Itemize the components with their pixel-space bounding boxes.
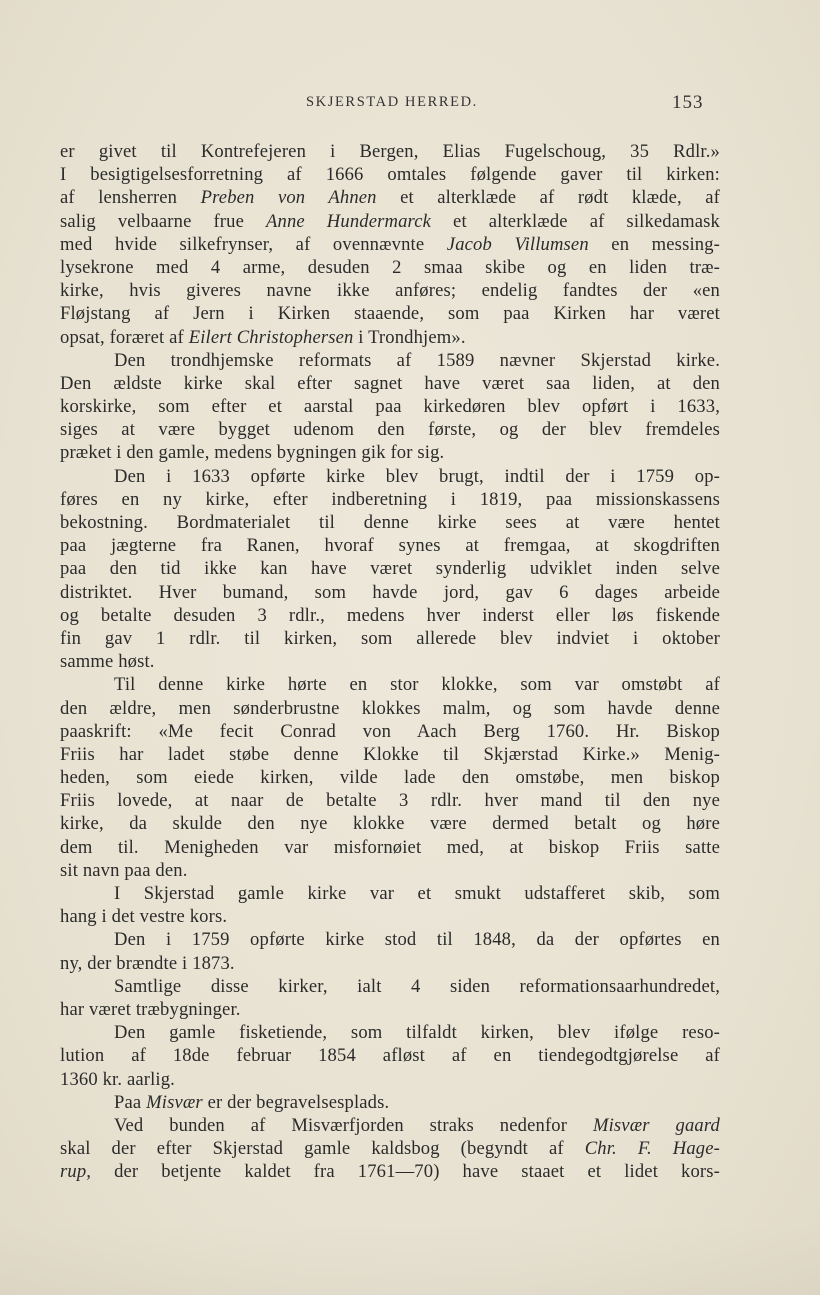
text-segment: I besigtigelsesforretning af 1666 omtales følgende gaver til kirken: (60, 164, 720, 186)
text-line (60, 604, 720, 627)
text-line (60, 627, 720, 650)
text-segment: bekostning. Bordmaterialet til denne kirke sees at være hentet (60, 512, 720, 533)
italic-name: Jacob Villumsen (446, 233, 589, 255)
text-segment: sit navn paa den. (60, 859, 188, 881)
text-line (60, 998, 720, 1021)
text-segment: Den gamle fisketiende, som tilfaldt kirken, blev ifølge reso- (114, 1022, 720, 1044)
text-segment: korskirke, som efter et aarstal paa kirkedøren blev opført i 1633, (60, 396, 720, 418)
text-line (60, 511, 720, 534)
text-line (60, 859, 720, 882)
text-segment: kirke, hvis giveres navne ikke anføres; endelig fandtes der «en (60, 280, 720, 302)
italic-name: rup, (60, 1161, 92, 1183)
page-bottom-shade (0, 1225, 820, 1295)
text-segment: I Skjerstad gamle kirke var et smukt udstafferet skib, som (114, 883, 720, 904)
italic-name: Eilert Christophersen (188, 326, 354, 348)
text-segment: distriktet. Hver bumand, som havde jord, gav 6 dages arbeide (60, 581, 720, 603)
text-segment: Den i 1759 opførte kirke stod til 1848, da der opførtes en (114, 929, 720, 951)
text-line (60, 256, 720, 279)
text-segment: paa jægterne fra Ranen, hvoraf synes at fremgaa, at skogdriften (60, 535, 720, 557)
paragraph-first-line (60, 1021, 720, 1044)
text-segment: er der begravelsesplads. (202, 1091, 390, 1113)
text-line (60, 766, 720, 789)
text-line (60, 1044, 720, 1067)
paragraph-first-line (60, 673, 720, 696)
text-segment: med hvide silkefrynser, af ovennævnte (60, 233, 447, 255)
text-line (60, 557, 720, 580)
paragraph-first-line (60, 975, 720, 998)
text-segment: kirke, da skulde den nye klokke være dermed betalt og høre (60, 813, 720, 835)
body-text (60, 140, 720, 1183)
running-title: SKJERSTAD HERRED. (306, 94, 478, 110)
text-segment: Fløjstang af Jern i Kirken staaende, som paa Kirken har været (60, 303, 720, 325)
italic-name: Anne Hundermarck (266, 210, 432, 232)
text-line (60, 279, 720, 302)
text-segment: siges at være bygget udenom den første, og der blev fremdeles (60, 419, 720, 441)
text-line (60, 418, 720, 441)
italic-name: Chr. F. Hage- (584, 1138, 720, 1160)
text-segment: fin gav 1 rdlr. til kirken, som allerede blev indviet i oktober (60, 627, 720, 649)
text-line (60, 650, 720, 673)
text-segment: lysekrone med 4 arme, desuden 2 smaa skibe og en liden træ- (60, 256, 720, 278)
text-segment: har været træbygninger. (60, 998, 241, 1020)
text-segment: opsat, foræret af (60, 326, 189, 348)
text-segment: der betjente kaldet fra 1761—70) have staaet et lidet kors- (91, 1161, 720, 1183)
text-line (60, 140, 720, 163)
text-segment: ny, der brændte i 1873. (60, 952, 235, 974)
running-head (0, 90, 820, 120)
text-line (60, 163, 720, 186)
italic-name: Preben von Ahnen (200, 187, 377, 209)
text-line (60, 1068, 720, 1091)
text-line (60, 789, 720, 812)
text-line (60, 836, 720, 859)
text-line (60, 441, 720, 464)
page-number: 153 (672, 92, 704, 113)
text-segment: lution af 18de februar 1854 afløst af en tiendegodtgjørelse af (60, 1045, 720, 1067)
italic-name: Misvær gaard (592, 1114, 720, 1136)
text-line (60, 186, 720, 209)
text-segment: paaskrift: «Me fecit Conrad von Aach Berg 1760. Hr. Biskop (60, 720, 720, 742)
text-line (60, 697, 720, 720)
text-segment: Paa (114, 1091, 147, 1113)
text-segment: føres en ny kirke, efter indberetning i 1819, paa missionskassens (60, 488, 720, 510)
text-segment: Samtlige disse kirker, ialt 4 siden reformationsaarhundredet, (114, 975, 720, 997)
text-segment: Den ældste kirke skal efter sagnet have været saa liden, at den (60, 372, 720, 394)
text-segment: Til denne kirke hørte en stor klokke, som var omstøbt af (114, 674, 720, 696)
text-segment: paa den tid ikke kan have været synderlig udviklet inden selve (60, 558, 720, 580)
text-segment: den ældre, men sønderbrustne klokkes malm, og som havde denne (60, 697, 720, 719)
text-segment: Friis lovede, at naar de betalte 3 rdlr. hver mand til den nye (60, 790, 720, 812)
text-segment: samme høst. (60, 651, 155, 673)
text-segment: heden, som eiede kirken, vilde lade den omstøbe, men biskop (60, 767, 720, 789)
paragraph-first-line (60, 882, 720, 905)
text-line (60, 720, 720, 743)
text-segment: Den trondhjemske reformats af 1589 nævner Skjerstad kirke. (114, 349, 720, 371)
text-line (60, 952, 720, 975)
text-line (60, 488, 720, 511)
text-line (60, 372, 720, 395)
paragraph-first-line (60, 1091, 720, 1114)
text-segment: i Trondhjem». (353, 326, 466, 348)
text-segment: salig velbaarne frue (60, 210, 266, 232)
paragraph-first-line (60, 465, 720, 488)
paragraph-first-line (60, 928, 720, 951)
text-segment: præket i den gamle, medens bygningen gik for sig. (60, 442, 445, 464)
text-line (60, 581, 720, 604)
text-line (60, 905, 720, 928)
text-line (60, 743, 720, 766)
text-line (60, 302, 720, 325)
text-segment: et alterklæde af silkedamask (431, 210, 721, 232)
text-segment: er givet til Kontrefejeren i Bergen, Elias Fugelschoug, 35 Rdlr.» (60, 141, 720, 162)
text-segment: et alterklæde af rødt klæde, af (376, 187, 721, 209)
text-line (60, 326, 720, 349)
text-line (60, 395, 720, 418)
text-segment: af lensherren (60, 187, 201, 209)
paragraph-first-line (60, 349, 720, 372)
text-segment: Den i 1633 opførte kirke blev brugt, indtil der i 1759 op- (114, 465, 720, 487)
text-segment: 1360 kr. aarlig. (60, 1068, 175, 1090)
text-segment: skal der efter Skjerstad gamle kaldsbog (begyndt af (60, 1138, 585, 1160)
text-line (60, 534, 720, 557)
paragraph-first-line (60, 1114, 720, 1137)
text-line (60, 233, 720, 256)
text-segment: en messing- (588, 233, 721, 255)
italic-name: Misvær (146, 1091, 203, 1113)
text-line (60, 812, 720, 835)
text-line (60, 210, 720, 233)
text-segment: Ved bunden af Misværfjorden straks nedenfor (114, 1114, 593, 1136)
text-segment: dem til. Menigheden var misfornøiet med, at biskop Friis satte (60, 836, 720, 858)
text-segment: Friis har ladet støbe denne Klokke til Skjærstad Kirke.» Menig- (60, 743, 720, 765)
text-segment: hang i det vestre kors. (60, 906, 228, 928)
text-line (60, 1137, 720, 1160)
text-segment: og betalte desuden 3 rdlr., medens hver inderst eller løs fiskende (60, 604, 720, 626)
text-line (60, 1160, 720, 1183)
